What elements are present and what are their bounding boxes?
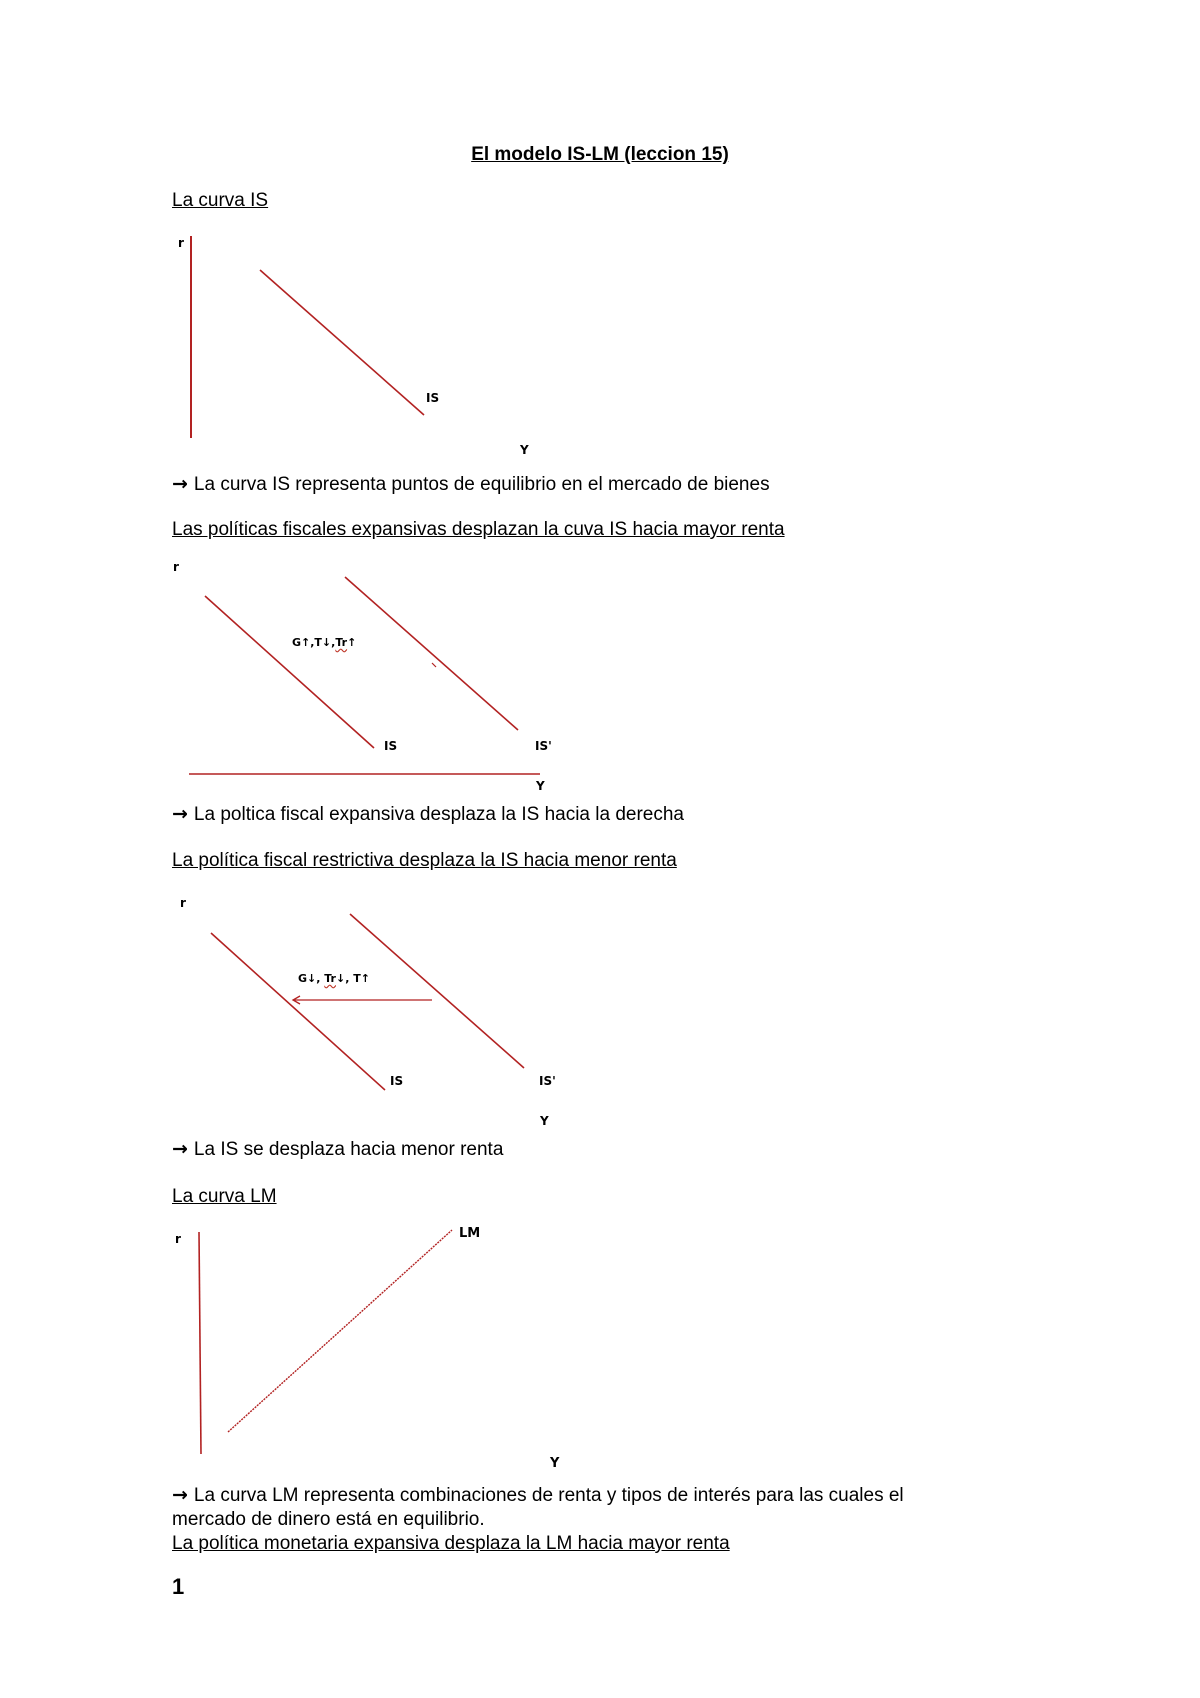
- shift-text: [298, 972, 370, 985]
- r-axis-label: r: [173, 560, 179, 574]
- shift-text-tr: Tr: [335, 636, 348, 649]
- section-heading-monetary-expansive: La política monetaria expansiva desplaza la LM hacia mayor renta: [172, 1533, 730, 1554]
- note-text: La IS se desplaza hacia menor renta: [193, 1139, 504, 1160]
- fiscal-restrictive-note: [172, 1138, 503, 1161]
- diagram-lm-curve: [199, 1230, 452, 1454]
- is-prime-curve-label: IS': [539, 1074, 556, 1088]
- r-axis-label: r: [180, 896, 186, 910]
- y-axis-label: Y: [536, 779, 545, 793]
- section-heading-is-curve: La curva IS: [172, 190, 269, 211]
- is-curve-line: [211, 933, 385, 1090]
- note-text: La poltica fiscal expansiva desplaza la IS hacia la derecha: [193, 804, 684, 825]
- is-curve-label: IS: [390, 1074, 404, 1088]
- y-axis-label: Y: [540, 1114, 549, 1128]
- shift-text-g: G↓,: [298, 972, 325, 985]
- arrow-icon: →: [172, 473, 188, 495]
- shift-text-rest: ↓, T↑: [336, 972, 370, 985]
- shift-text-tr: Tr: [324, 972, 336, 985]
- note-text: La curva LM representa combinaciones de renta y tipos de interés para las cuales el: [193, 1485, 904, 1506]
- page-number: 1: [172, 1574, 185, 1599]
- is-prime-curve-label: IS': [535, 739, 552, 753]
- is-prime-curve-line: [350, 914, 524, 1068]
- fiscal-expansive-note: [172, 803, 684, 826]
- lm-curve-note-line2: mercado de dinero está en equilibrio.: [172, 1509, 485, 1530]
- section-heading-fiscal-expansive: Las políticas fiscales expansivas desplazan la cuva IS hacia mayor renta: [172, 519, 785, 540]
- arrow-icon: →: [172, 1484, 188, 1506]
- y-axis-label: Y: [550, 1456, 560, 1471]
- is-curve-note: [172, 473, 770, 496]
- r-axis-label: r: [175, 1232, 181, 1246]
- note-text: La curva IS representa puntos de equilibrio en el mercado de bienes: [193, 474, 770, 495]
- shift-text: [292, 636, 356, 649]
- section-heading-lm-curve: La curva LM: [172, 1186, 277, 1207]
- shift-text-g: G↑,T↓,: [292, 636, 336, 649]
- lm-curve-line: [228, 1230, 452, 1432]
- is-curve-line: [205, 596, 374, 748]
- diagram-fiscal-restrictive: [211, 914, 524, 1090]
- page-title: El modelo IS-LM (leccion 15): [471, 144, 729, 165]
- is-curve-line: [260, 270, 424, 415]
- diagram-fiscal-expansive: [189, 577, 540, 774]
- r-axis-line: [199, 1232, 201, 1454]
- lm-curve-label: LM: [459, 1226, 481, 1241]
- arrow-icon: →: [172, 803, 188, 825]
- is-curve-label: IS: [426, 391, 440, 405]
- is-prime-curve-line: [345, 577, 518, 730]
- arrow-icon: →: [172, 1138, 188, 1160]
- r-axis-label: r: [178, 236, 184, 250]
- lm-curve-note-line1: [172, 1484, 904, 1507]
- section-heading-fiscal-restrictive: La política fiscal restrictiva desplaza la IS hacia menor renta: [172, 850, 677, 871]
- shift-arrow-tick: [432, 663, 436, 667]
- y-axis-label: Y: [520, 443, 529, 457]
- diagram-is-curve: [191, 236, 424, 438]
- is-curve-label: IS: [384, 739, 398, 753]
- shift-text-tr-arrow: ↑: [347, 636, 357, 649]
